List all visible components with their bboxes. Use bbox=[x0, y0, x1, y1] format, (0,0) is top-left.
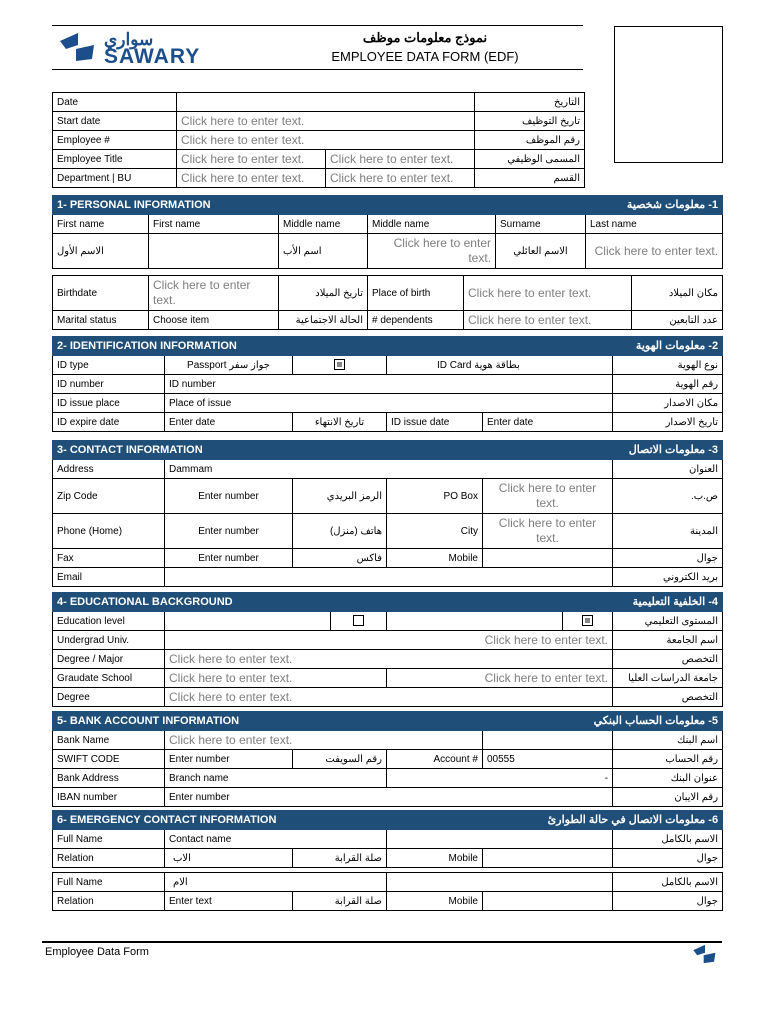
dependents-field[interactable]: Click here to enter text. bbox=[464, 311, 632, 330]
address-field[interactable]: Dammam bbox=[165, 460, 613, 479]
education-level-field-ar[interactable] bbox=[387, 612, 563, 631]
emergency-mobile-field[interactable] bbox=[483, 849, 613, 868]
emergency2-relation-field[interactable]: Enter text bbox=[165, 892, 293, 911]
emergency2-full-name-field[interactable]: الام bbox=[165, 873, 387, 892]
start-date-field[interactable]: Click here to enter text. bbox=[177, 112, 475, 131]
account-number-label: Account # bbox=[387, 750, 483, 769]
checkbox-icon bbox=[353, 615, 364, 626]
start-date-label-ar: تاريخ التوظيف bbox=[475, 112, 585, 131]
logo-arabic-text: ﺳﻮﺍﺭﻱ bbox=[104, 30, 154, 49]
form-title-arabic: نموذج معلومات موظف bbox=[362, 30, 488, 45]
id-issue-date-label: ID issue date bbox=[387, 413, 483, 432]
bank-name-field-ar[interactable] bbox=[483, 731, 613, 750]
company-logo bbox=[58, 30, 218, 68]
bank-address-label: Bank Address bbox=[53, 769, 165, 788]
degree-field[interactable]: Click here to enter text. bbox=[165, 688, 613, 707]
department-label: Department | BU bbox=[53, 169, 177, 188]
bank-table bbox=[52, 711, 723, 807]
bank-name-label-ar: اسم البنك bbox=[613, 731, 723, 750]
id-card-label: بطاقة هوية ID Card bbox=[387, 356, 613, 375]
section-header-identification: 2- IDENTIFICATION INFORMATION 2- معلومات الهوية bbox=[53, 337, 723, 356]
employee-number-label: Employee # bbox=[53, 131, 177, 150]
emergency2-mobile-label-ar: جوال bbox=[613, 892, 723, 911]
employment-table bbox=[52, 92, 585, 188]
degree-major-label: Degree / Major bbox=[53, 650, 165, 669]
section-header-contact: 3- CONTACT INFORMATION 3- معلومات الاتصال bbox=[53, 441, 723, 460]
date-label: Date bbox=[53, 93, 177, 112]
education-level-label-ar: المستوى التعليمي bbox=[613, 612, 723, 631]
section-header-education: 4- EDUCATIONAL BACKGROUND 4- الخلفية التعليمية bbox=[53, 593, 723, 612]
po-box-field[interactable]: Click here to enter text. bbox=[483, 479, 613, 514]
emergency-full-name-field-ar[interactable] bbox=[387, 830, 613, 849]
last-name-field[interactable]: Last name bbox=[586, 215, 723, 234]
emergency-relation-label-ar: صلة القرابة bbox=[293, 849, 387, 868]
date-label-ar: التاريخ bbox=[475, 93, 585, 112]
graduate-school-field-ar[interactable]: Click here to enter text. bbox=[387, 669, 613, 688]
first-name-field[interactable]: First name bbox=[149, 215, 279, 234]
emergency-full-name-field[interactable]: Contact name bbox=[165, 830, 387, 849]
id-expire-date-field[interactable]: Enter date bbox=[165, 413, 293, 432]
department-field-ar[interactable]: Click here to enter text. bbox=[326, 169, 475, 188]
id-expire-date-label: ID expire date bbox=[53, 413, 165, 432]
middle-name-label: Middle name bbox=[279, 215, 368, 234]
emergency2-mobile-field[interactable] bbox=[483, 892, 613, 911]
email-field[interactable] bbox=[165, 568, 613, 587]
zip-code-label-ar: الرمز البريدي bbox=[293, 479, 387, 514]
place-of-birth-label-ar: مكان الميلاد bbox=[632, 276, 723, 311]
id-issue-place-label-ar: مكان الاصدار bbox=[613, 394, 723, 413]
degree-major-field[interactable]: Click here to enter text. bbox=[165, 650, 613, 669]
section-header-emergency: 6- EMERGENCY CONTACT INFORMATION 6- معلومات الاتصال في حالة الطوارئ bbox=[53, 811, 723, 830]
checked-box-icon bbox=[582, 615, 593, 626]
header-top-rule bbox=[52, 25, 583, 26]
education-level-label: Education level bbox=[53, 612, 165, 631]
emergency-table bbox=[52, 810, 723, 868]
employee-title-label-ar: المسمى الوظيفي bbox=[475, 150, 585, 169]
photo-box bbox=[614, 26, 723, 163]
mobile-label-ar: جوال bbox=[613, 549, 723, 568]
emergency-mobile-label-ar: جوال bbox=[613, 849, 723, 868]
marital-status-select[interactable]: Choose item bbox=[149, 311, 279, 330]
dependents-label: # dependents bbox=[368, 311, 464, 330]
po-box-label: PO Box bbox=[387, 479, 483, 514]
employee-number-field[interactable]: Click here to enter text. bbox=[177, 131, 475, 150]
passport-label: جواز سفر Passport bbox=[165, 356, 293, 375]
phone-home-label: Phone (Home) bbox=[53, 514, 165, 549]
employee-title-field-en[interactable]: Click here to enter text. bbox=[177, 150, 326, 169]
undergrad-univ-label: Undergrad Univ. bbox=[53, 631, 165, 650]
bank-name-field-en[interactable]: Click here to enter text. bbox=[165, 731, 483, 750]
id-type-label: ID type bbox=[53, 356, 165, 375]
degree-label: Degree bbox=[53, 688, 165, 707]
department-field-en[interactable]: Click here to enter text. bbox=[177, 169, 326, 188]
emergency2-full-name-label-ar: الاسم بالكامل bbox=[613, 873, 723, 892]
id-expire-date-label-ar: تاريخ الانتهاء bbox=[293, 413, 387, 432]
swift-code-label: SWIFT CODE bbox=[53, 750, 165, 769]
mobile-field[interactable] bbox=[483, 549, 613, 568]
emergency2-full-name-field-ar[interactable] bbox=[387, 873, 613, 892]
dependents-label-ar: عدد التابعين bbox=[632, 311, 723, 330]
undergrad-univ-field[interactable]: Click here to enter text. bbox=[165, 631, 613, 650]
zip-code-label: Zip Code bbox=[53, 479, 165, 514]
iban-label-ar: رقم الايبان bbox=[613, 788, 723, 807]
marital-status-label-ar: الحالة الاجتماعية bbox=[279, 311, 368, 330]
city-label-ar: المدينة bbox=[613, 514, 723, 549]
personal-details-table bbox=[52, 275, 723, 330]
first-name-label-ar: الاسم الأول bbox=[53, 234, 149, 269]
account-number-field[interactable]: 00555 bbox=[483, 750, 613, 769]
city-field[interactable]: Click here to enter text. bbox=[483, 514, 613, 549]
place-of-birth-field[interactable]: Click here to enter text. bbox=[464, 276, 632, 311]
middle-name-field[interactable]: Middle name bbox=[368, 215, 496, 234]
header-bottom-rule bbox=[52, 69, 583, 70]
checked-box-icon bbox=[334, 359, 345, 370]
email-label-ar: بريد الكتروني bbox=[613, 568, 723, 587]
address-label: Address bbox=[53, 460, 165, 479]
employee-title-label: Employee Title bbox=[53, 150, 177, 169]
id-issue-place-label: ID issue place bbox=[53, 394, 165, 413]
place-of-birth-label: Place of birth bbox=[368, 276, 464, 311]
bank-address-field-en[interactable]: Branch name bbox=[165, 769, 387, 788]
marital-status-label: Marital status bbox=[53, 311, 149, 330]
footer-logo-icon bbox=[692, 943, 718, 965]
bank-name-label: Bank Name bbox=[53, 731, 165, 750]
footer-text: Employee Data Form bbox=[45, 946, 149, 958]
start-date-label: Start date bbox=[53, 112, 177, 131]
birthdate-label-ar: تاريخ الميلاد bbox=[279, 276, 368, 311]
emergency-relation-label: Relation bbox=[53, 849, 165, 868]
identification-table bbox=[52, 336, 723, 432]
graduate-school-label: Graudate School bbox=[53, 669, 165, 688]
middle-name-ar-field[interactable]: Click here to enter text. bbox=[368, 234, 496, 269]
emergency2-relation-label: Relation bbox=[53, 892, 165, 911]
surname-label: Surname bbox=[496, 215, 586, 234]
education-level-checkbox-en[interactable] bbox=[331, 612, 387, 631]
education-table bbox=[52, 592, 723, 707]
personal-info-table bbox=[52, 195, 723, 269]
id-issue-date-label-ar: تاريخ الاصدار bbox=[613, 413, 723, 432]
fax-field[interactable]: Enter number bbox=[165, 549, 293, 568]
undergrad-univ-label-ar: اسم الجامعة bbox=[613, 631, 723, 650]
graduate-school-label-ar: جامعة الدراسات العليا bbox=[613, 669, 723, 688]
email-label: Email bbox=[53, 568, 165, 587]
emergency2-relation-label-ar: صلة القرابة bbox=[293, 892, 387, 911]
contact-table bbox=[52, 440, 723, 587]
po-box-label-ar: ص.ب. bbox=[613, 479, 723, 514]
emergency-mobile-label: Mobile bbox=[387, 849, 483, 868]
city-label: City bbox=[387, 514, 483, 549]
fax-label-ar: فاكس bbox=[293, 549, 387, 568]
last-name-ar-field[interactable]: Click here to enter text. bbox=[586, 234, 723, 269]
id-number-label: ID number bbox=[53, 375, 165, 394]
section-header-bank: 5- BANK ACCOUNT INFORMATION 5- معلومات الحساب البنكي bbox=[53, 712, 723, 731]
iban-field[interactable]: Enter number bbox=[165, 788, 613, 807]
emergency-full-name-label: Full Name bbox=[53, 830, 165, 849]
zip-code-field[interactable]: Enter number bbox=[165, 479, 293, 514]
logo-mark-icon bbox=[58, 31, 98, 63]
id-issue-place-field[interactable]: Place of issue bbox=[165, 394, 613, 413]
logo-english-text: SAWARY bbox=[104, 45, 201, 68]
bank-address-label-ar: عنوان البنك bbox=[613, 769, 723, 788]
first-name-ar-field[interactable] bbox=[149, 234, 279, 269]
address-label-ar: العنوان bbox=[613, 460, 723, 479]
phone-home-field[interactable]: Enter number bbox=[165, 514, 293, 549]
iban-label: IBAN number bbox=[53, 788, 165, 807]
footer-rule bbox=[42, 941, 722, 943]
id-issue-date-field[interactable]: Enter date bbox=[483, 413, 613, 432]
family-name-label-ar: الاسم العائلي bbox=[496, 234, 586, 269]
emergency2-full-name-label: Full Name bbox=[53, 873, 165, 892]
date-field[interactable] bbox=[177, 93, 475, 112]
bank-address-field-ar[interactable]: - bbox=[387, 769, 613, 788]
education-level-checkbox-ar[interactable] bbox=[563, 612, 613, 631]
form-title-english: EMPLOYEE DATA FORM (EDF) bbox=[331, 49, 519, 64]
swift-code-label-ar: رقم السويفت bbox=[293, 750, 387, 769]
father-name-label-ar: اسم الأب bbox=[279, 234, 368, 269]
account-number-label-ar: رقم الحساب bbox=[613, 750, 723, 769]
section-header-personal: 1- PERSONAL INFORMATION 1- معلومات شخصية bbox=[53, 196, 723, 215]
birthdate-field[interactable]: Click here to enter text. bbox=[149, 276, 279, 311]
department-label-ar: القسم bbox=[475, 169, 585, 188]
emergency-full-name-label-ar: الاسم بالكامل bbox=[613, 830, 723, 849]
graduate-school-field-en[interactable]: Click here to enter text. bbox=[165, 669, 387, 688]
degree-major-label-ar: التخصص bbox=[613, 650, 723, 669]
emergency-relation-field[interactable]: الاب bbox=[165, 849, 293, 868]
swift-code-field[interactable]: Enter number bbox=[165, 750, 293, 769]
passport-checkbox[interactable] bbox=[293, 356, 387, 375]
id-number-label-ar: رقم الهوية bbox=[613, 375, 723, 394]
birthdate-label: Birthdate bbox=[53, 276, 149, 311]
first-name-label: First name bbox=[53, 215, 149, 234]
id-type-label-ar: نوع الهوية bbox=[613, 356, 723, 375]
mobile-label: Mobile bbox=[387, 549, 483, 568]
phone-home-label-ar: هاتف (منزل) bbox=[293, 514, 387, 549]
education-level-field[interactable] bbox=[165, 612, 331, 631]
fax-label: Fax bbox=[53, 549, 165, 568]
emergency2-mobile-label: Mobile bbox=[387, 892, 483, 911]
employee-number-label-ar: رقم الموظف bbox=[475, 131, 585, 150]
id-number-field[interactable]: ID number bbox=[165, 375, 613, 394]
employee-title-field-ar[interactable]: Click here to enter text. bbox=[326, 150, 475, 169]
emergency-table-2 bbox=[52, 872, 723, 911]
degree-label-ar: التخصص bbox=[613, 688, 723, 707]
